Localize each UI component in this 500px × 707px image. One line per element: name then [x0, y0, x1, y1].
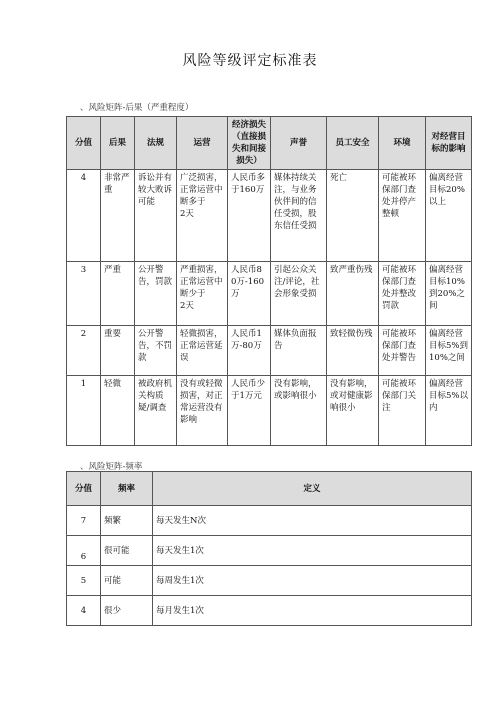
- table-cell: 没有影响，或对健康影响很小: [327, 376, 379, 446]
- table-cell: 偏离经营目标20%以上: [426, 170, 472, 262]
- header-cell: 定义: [153, 472, 472, 506]
- header-cell: 分值: [67, 472, 101, 506]
- table-row: [67, 596, 472, 626]
- table-cell: 重要: [101, 326, 135, 376]
- table-cell: 轻微: [101, 376, 135, 446]
- table-cell: 致轻微伤残: [327, 326, 379, 376]
- definition-cell: 每天发生N次: [153, 506, 472, 536]
- frequency-cell: 频繁: [101, 506, 153, 536]
- table-cell: 人民币多于160万: [228, 170, 271, 262]
- header-cell: 运营: [177, 117, 228, 170]
- table-cell: 致严重伤残: [327, 262, 379, 326]
- table-cell: 公开警告，罚款: [135, 262, 177, 326]
- table-cell: 没有或轻微损害，对正常运营没有影响: [177, 376, 228, 446]
- frequency-cell: 很少: [101, 596, 153, 626]
- definition-cell: 每周发生1次: [153, 566, 472, 596]
- header-cell: 环境: [379, 117, 426, 170]
- table-row: [67, 262, 472, 326]
- score-cell: 4: [67, 170, 101, 262]
- header-cell: 经济损失 （直接损失和间接损失）: [228, 117, 271, 170]
- table-row: [67, 326, 472, 376]
- frequency-matrix-table: [66, 471, 472, 626]
- score-cell: 2: [67, 326, 101, 376]
- header-cell: 对经营目标的影响: [426, 117, 472, 170]
- table-cell: 严重: [101, 262, 135, 326]
- table-cell: 媒体持续关注，与业务伙伴间的信任受损，股东信任受损: [271, 170, 327, 262]
- table-cell: 媒体负面报告: [271, 326, 327, 376]
- table-row: [67, 536, 472, 566]
- table-cell: 人民币1万-80万: [228, 326, 271, 376]
- frequency-cell: 可能: [101, 566, 153, 596]
- section-heading-frequency: 、风险矩阵-频率: [80, 462, 143, 472]
- table-row: [67, 566, 472, 596]
- table-cell: 偏离经营目标5%以内: [426, 376, 472, 446]
- table-row: [67, 170, 472, 262]
- table-row: [67, 376, 472, 446]
- table-cell: 轻微损害，正常运营延误: [177, 326, 228, 376]
- table-cell: 严重损害，正常运营中断少于 2天: [177, 262, 228, 326]
- score-cell: 3: [67, 262, 101, 326]
- table-cell: 可能被环保部门查处并警告: [379, 326, 426, 376]
- header-cell: 声誉: [271, 117, 327, 170]
- table-cell: 可能被环保部门查处并整改罚款: [379, 262, 426, 326]
- header-cell: 分值: [67, 117, 101, 170]
- score-cell: 7: [67, 506, 101, 536]
- table-row: [67, 506, 472, 536]
- consequence-header-row: [67, 117, 472, 170]
- table-cell: 诉讼并有较大败诉可能: [135, 170, 177, 262]
- frequency-cell: 很可能: [101, 536, 153, 566]
- table-cell: 偏离经营目标5%到10%之间: [426, 326, 472, 376]
- table-cell: 偏离经营目标10%到20%之间: [426, 262, 472, 326]
- table-cell: 可能被环保部门查处并停产整顿: [379, 170, 426, 262]
- definition-cell: 每天发生1次: [153, 536, 472, 566]
- page-title: 风险等级评定标准表: [182, 53, 318, 69]
- header-cell: 法规: [135, 117, 177, 170]
- frequency-header-row: [67, 472, 472, 506]
- table-cell: 可能被环保部门关注: [379, 376, 426, 446]
- score-cell: 6: [67, 536, 101, 566]
- score-cell: 5: [67, 566, 101, 596]
- table-cell: 非常严重: [101, 170, 135, 262]
- score-cell: 1: [67, 376, 101, 446]
- table-cell: 没有影响，或影响很小: [271, 376, 327, 446]
- header-cell: 后果: [101, 117, 135, 170]
- table-cell: 公开警告，不罚款: [135, 326, 177, 376]
- consequence-matrix-table: [66, 116, 472, 446]
- table-cell: 被政府机关构质疑/调查: [135, 376, 177, 446]
- table-cell: 死亡: [327, 170, 379, 262]
- header-cell: 员工安全: [327, 117, 379, 170]
- score-cell: 4: [67, 596, 101, 626]
- table-cell: 引起公众关注/评论，社会形象受损: [271, 262, 327, 326]
- section-heading-consequence: 、风险矩阵-后果（严重程度）: [80, 103, 194, 113]
- header-cell: 频率: [101, 472, 153, 506]
- definition-cell: 每月发生1次: [153, 596, 472, 626]
- table-cell: 广泛损害，正常运营中断多于 2天: [177, 170, 228, 262]
- table-cell: 人民币少于1万元: [228, 376, 271, 446]
- table-cell: 人民币80万-160万: [228, 262, 271, 326]
